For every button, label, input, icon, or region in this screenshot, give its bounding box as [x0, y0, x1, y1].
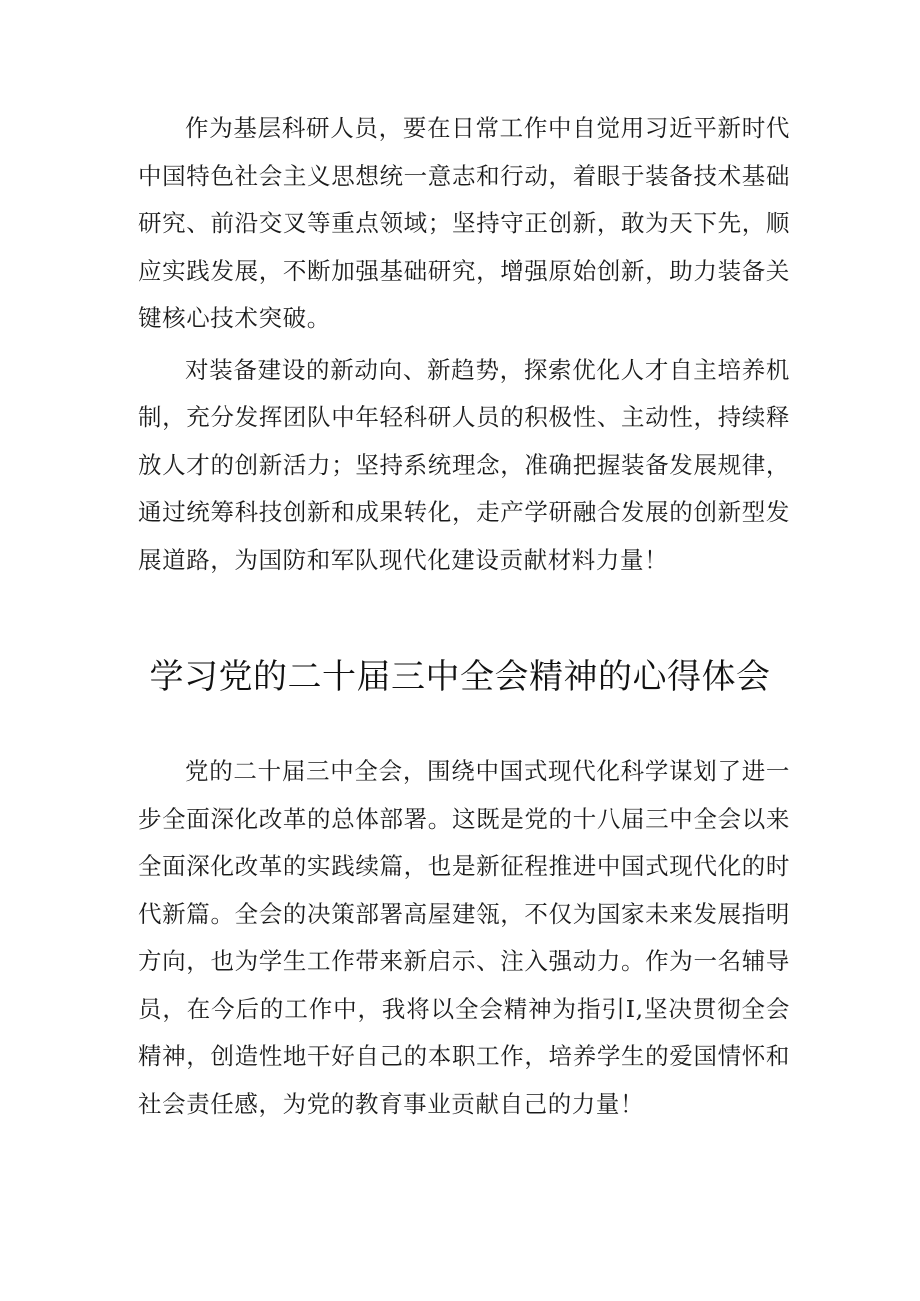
section-1-body [138, 105, 790, 584]
section-2-title: 学习党的二十届三中全会精神的心得体会 [149, 657, 771, 697]
paragraph-2: 对装备建设的新动向、新趋势，探索优化人才自主培养机制，充分发挥团队中年轻科研人员的积极性、主动性，持续释放人才的创新活力；坚持系统理念，准确把握装备发展规律，通过统筹科技创新和成果转化，走产学研融合发展的创新型发展道路，为国防和军队现代化建设贡献材料力量！ [138, 355, 790, 574]
paragraph-3: 党的二十届三中全会，围绕中国式现代化科学谋划了进一步全面深化改革的总体部署。这既是党的十八届三中全会以来全面深化改革的实践续篇，也是新征程推进中国式现代化的时代新篇。全会的决策部署高屋建瓴，不仅为国家未来发展指明方向，也为学生工作带来新启示、注入强动力。作为一名辅导员，在今后的工作中，我将以全会精神为指引I,坚决贯彻全会精神，创造性地干好自己的本职工作，培养学生的爱国情怀和社会责任感，为党的教育事业贡献自己的力量！ [138, 757, 790, 1118]
section-2-body [138, 748, 790, 1128]
paragraph-1: 作为基层科研人员，要在日常工作中自觉用习近平新时代中国特色社会主义思想统一意志和行动，着眼于装备技术基础研究、前沿交叉等重点领域；坚持守正创新，敢为天下先，顺应实践发展，不断加强基础研究，增强原始创新，助力装备关键核心技术突破。 [138, 114, 790, 332]
